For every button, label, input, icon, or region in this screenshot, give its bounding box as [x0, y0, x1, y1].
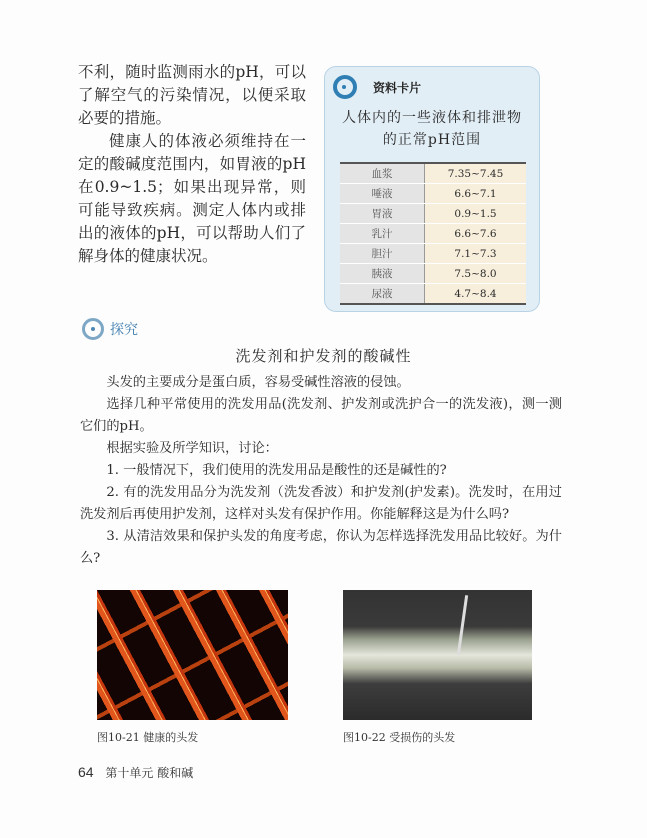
- paragraph: 头发的主要成分是蛋白质，容易受碱性溶液的侵蚀。: [106, 375, 410, 390]
- question: 2. 有的洗发用品分为洗发剂（洗发香波）和护发剂(护发素)。洗发时，在用过洗发剂后再使用护发剂，这样对头发有保护作用。你能解释这是为什么吗?: [80, 485, 562, 522]
- page-number: 64: [78, 764, 94, 780]
- paragraph: 选择几种平常使用的洗发用品(洗发剂、护发剂或洗护合一的洗发液)，测一测它们的pH。: [80, 397, 562, 434]
- fluid-name: 乳汁: [340, 224, 425, 244]
- question: 1. 一般情况下，我们使用的洗发用品是酸性的还是碱性的?: [106, 463, 447, 478]
- explore-label: 探究: [110, 322, 138, 338]
- paragraph: 不利，随时监测雨水的pH，可以了解空气的污染情况，以便采取必要的措施。: [78, 63, 306, 127]
- ph-range: 7.5~8.0: [425, 264, 527, 284]
- page-footer: [78, 764, 193, 781]
- healthy-hair-image: [97, 590, 288, 720]
- table-row: [340, 184, 526, 204]
- ph-range: 0.9~1.5: [425, 204, 527, 224]
- info-card-label: 资料卡片: [373, 81, 422, 95]
- figure-caption: 图10-22 受损伤的头发: [343, 731, 456, 744]
- paragraph: 健康人的体液必须维持在一定的酸碱度范围内，如胃液的pH在0.9~1.5；如果出现异常，则可能导致疾病。测定人体内或排出的液体的pH，可以帮助人们了解身体的健康状况。: [78, 132, 306, 265]
- left-column-text: [78, 61, 306, 268]
- figure-caption: 图10-21 健康的头发: [97, 731, 199, 744]
- title-line: 人体内的一些液体和排泄物: [342, 110, 522, 126]
- table-row: [340, 224, 526, 244]
- question: 3. 从清洁效果和保护头发的角度考虑，你认为怎样选择洗发用品比较好。为什么?: [80, 529, 562, 566]
- table-row: [340, 264, 526, 284]
- ph-range: 6.6~7.6: [425, 224, 527, 244]
- title-line: 的正常pH范围: [382, 132, 482, 148]
- fluid-name: 尿液: [340, 284, 425, 305]
- unit-title: 第十单元 酸和碱: [105, 766, 194, 780]
- table-row: [340, 163, 526, 184]
- fluid-name: 胆汁: [340, 244, 425, 264]
- info-card-title: [325, 107, 539, 151]
- explore-body: [80, 372, 562, 570]
- table-row: [340, 204, 526, 224]
- fluid-name: 唾液: [340, 184, 425, 204]
- explore-icon: [82, 318, 104, 340]
- fluid-name: 血浆: [340, 163, 425, 184]
- table-row: [340, 244, 526, 264]
- info-card-icon: [333, 75, 357, 99]
- info-card: [324, 66, 540, 312]
- fluid-name: 胰液: [340, 264, 425, 284]
- ph-range: 7.1~7.3: [425, 244, 527, 264]
- ph-table: [340, 162, 526, 305]
- explore-title: 洗发剂和护发剂的酸碱性: [235, 347, 412, 365]
- fluid-name: 胃液: [340, 204, 425, 224]
- ph-range: 6.6~7.1: [425, 184, 527, 204]
- paragraph: 根据实验及所学知识，讨论：: [106, 441, 278, 456]
- damaged-hair-image: [343, 590, 532, 720]
- table-row: [340, 284, 526, 305]
- ph-range: 4.7~8.4: [425, 284, 527, 305]
- ph-range: 7.35~7.45: [425, 163, 527, 184]
